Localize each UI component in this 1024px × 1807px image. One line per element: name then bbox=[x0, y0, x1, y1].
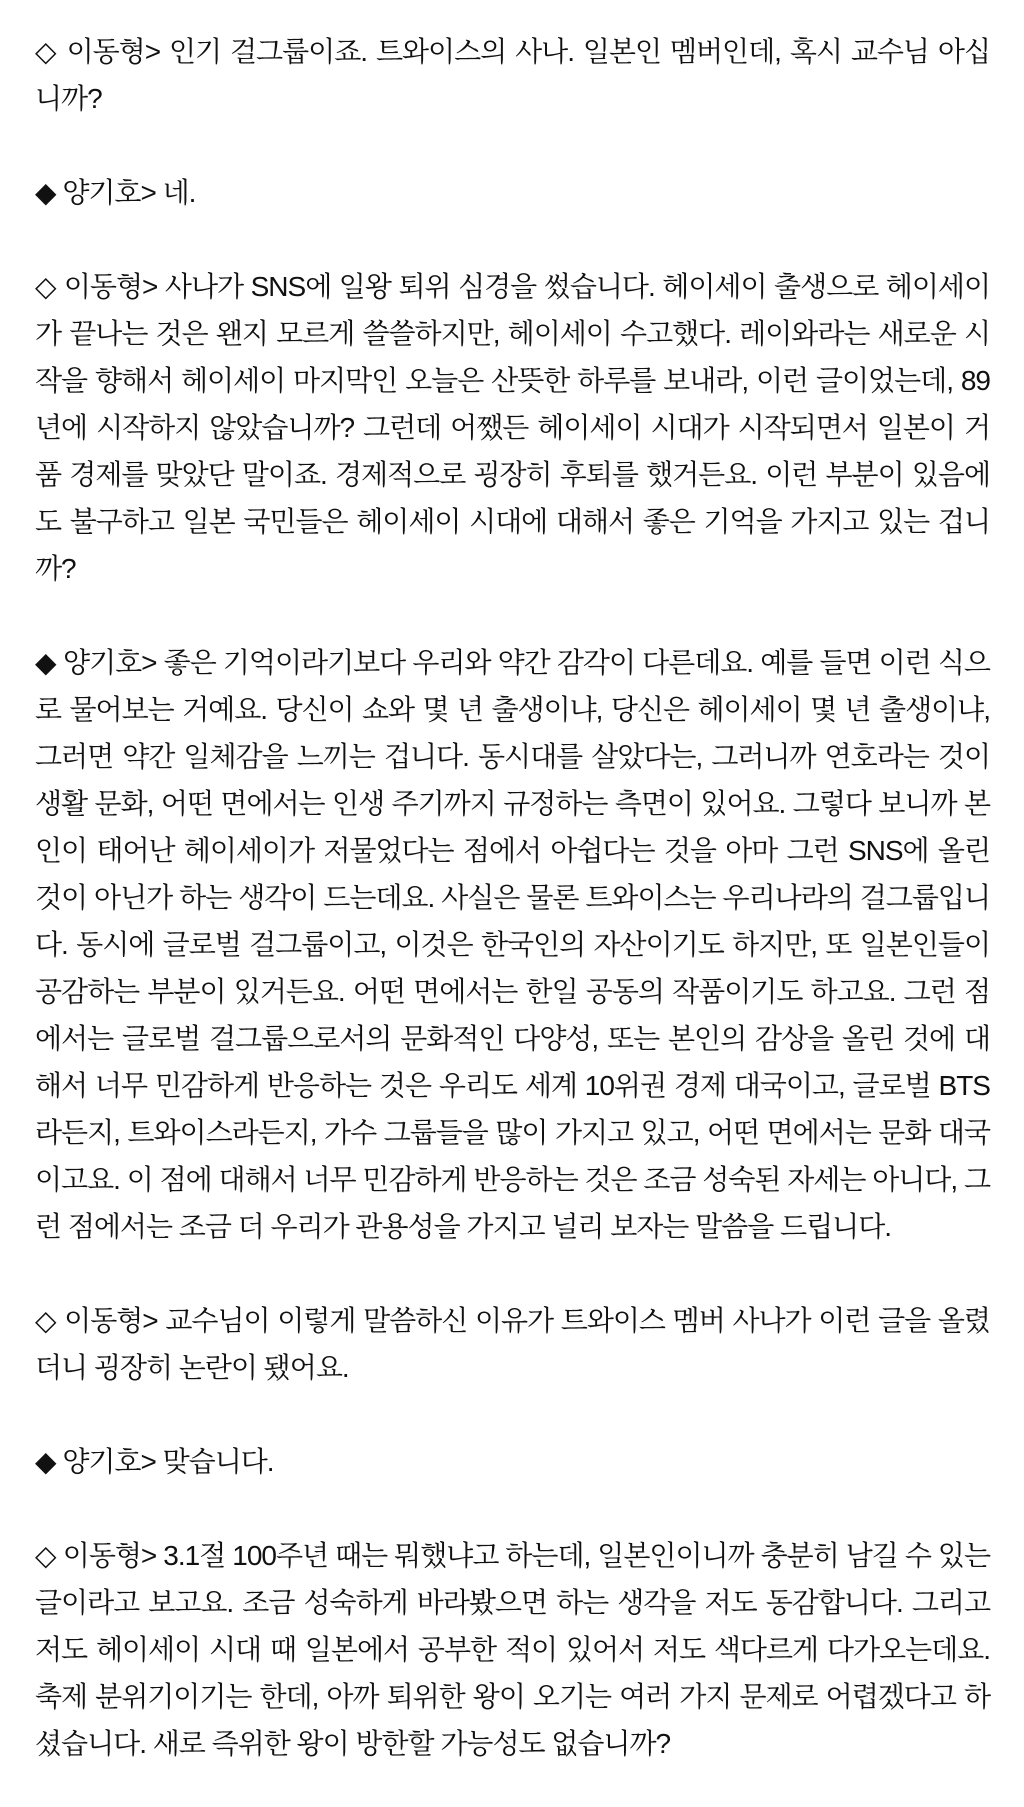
transcript-paragraph bbox=[35, 1532, 990, 1767]
speaker-name: 이동형> bbox=[55, 1540, 164, 1571]
speaker-name: 양기호> bbox=[55, 1446, 163, 1477]
transcript-paragraph bbox=[35, 639, 990, 1250]
speech-text: 인기 걸그룹이죠. 트와이스의 사나. 일본인 멤버인데, 혹시 교수님 아십니까? bbox=[35, 36, 990, 114]
speaker-name: 이동형> bbox=[57, 36, 169, 67]
speech-text: 사나가 SNS에 일왕 퇴위 심경을 썼습니다. 헤이세이 출생으로 헤이세이가 끝나는 것은 왠지 모르게 쓸쓸하지만, 헤이세이 수고했다. 레이와라는 새로운 시작을 향해서 헤이세이 마지막인 오늘은 산뜻한 하루를 보내라, 이런 글이었는데, 89년에 시작하지 않았습니까? 그런데 어쨌든 헤이세이 시대가 시작되면서 일본이 거품 경제를 맞았단 말이죠. 경제적으로 굉장히 후퇴를 했거든요. 이런 부분이 있음에도 불구하고 일본 국민들은 헤이세이 시대에 대해서 좋은 기억을 가지고 있는 겁니까? bbox=[35, 271, 990, 584]
speaker-name: 이동형> bbox=[56, 271, 165, 302]
hollow-diamond-marker-icon: ◇ bbox=[35, 1305, 57, 1336]
transcript-paragraph bbox=[35, 1438, 990, 1485]
hollow-diamond-marker-icon: ◇ bbox=[35, 271, 57, 302]
speaker-name: 양기호> bbox=[55, 177, 163, 208]
hollow-diamond-marker-icon: ◇ bbox=[35, 1540, 56, 1571]
transcript-paragraph bbox=[35, 28, 990, 122]
filled-diamond-marker-icon: ◆ bbox=[35, 177, 56, 208]
speech-text: 맞습니다. bbox=[162, 1446, 274, 1477]
transcript-paragraph bbox=[35, 169, 990, 216]
speech-text: 교수님이 이렇게 말씀하신 이유가 트와이스 멤버 사나가 이런 글을 올렸더니 굉장히 논란이 됐어요. bbox=[35, 1305, 990, 1383]
speech-text: 좋은 기억이라기보다 우리와 약간 감각이 다른데요. 예를 들면 이런 식으로 물어보는 거예요. 당신이 쇼와 몇 년 출생이냐, 당신은 헤이세이 몇 년 출생이냐, 그러면 약간 일체감을 느끼는 겁니다. 동시대를 살았다는, 그러니까 연호라는 것이 생활 문화, 어떤 면에서는 인생 주기까지 규정하는 측면이 있어요. 그렇다 보니까 본인이 태어난 헤이세이가 저물었다는 점에서 아쉽다는 것을 아마 그런 SNS에 올린 것이 아닌가 하는 생각이 드는데요. 사실은 물론 트와이스는 우리나라의 걸그룹입니다. 동시에 글로벌 걸그룹이고, 이것은 한국인의 자산이기도 하지만, 또 일본인들이 공감하는 부분이 있거든요. 어떤 면에서는 한일 공동의 작품이기도 하고요. 그런 점에서는 글로벌 걸그룹으로서의 문화적인 다양성, 또는 본인의 감상을 올린 것에 대해서 너무 민감하게 반응하는 것은 우리도 세계 10위권 경제 대국이고, 글로벌 BTS라든지, 트와이스라든지, 가수 그룹들을 많이 가지고 있고, 어떤 면에서는 문화 대국이고요. 이 점에 대해서 너무 민감하게 반응하는 것은 조금 성숙된 자세는 아니다, 그런 점에서는 조금 더 우리가 관용성을 가지고 널리 보자는 말씀을 드립니다. bbox=[35, 647, 990, 1242]
speaker-name: 이동형> bbox=[56, 1305, 166, 1336]
speech-text: 네. bbox=[162, 177, 196, 208]
filled-diamond-marker-icon: ◆ bbox=[35, 1446, 56, 1477]
transcript-paragraph bbox=[35, 263, 990, 592]
filled-diamond-marker-icon: ◆ bbox=[35, 647, 56, 678]
hollow-diamond-marker-icon: ◇ bbox=[35, 36, 58, 67]
transcript-paragraph bbox=[35, 1297, 990, 1391]
speech-text: 3.1절 100주년 때는 뭐했냐고 하는데, 일본인이니까 충분히 남길 수 있는 글이라고 보고요. 조금 성숙하게 바라봤으면 하는 생각을 저도 동감합니다. 그리고 저도 헤이세이 시대 때 일본에서 공부한 적이 있어서 저도 색다르게 다가오는데요. 축제 분위기이기는 한데, 아까 퇴위한 왕이 오기는 여러 가지 문제로 어렵겠다고 하셨습니다. 새로 즉위한 왕이 방한할 가능성도 없습니까? bbox=[35, 1540, 990, 1759]
speaker-name: 양기호> bbox=[55, 647, 164, 678]
